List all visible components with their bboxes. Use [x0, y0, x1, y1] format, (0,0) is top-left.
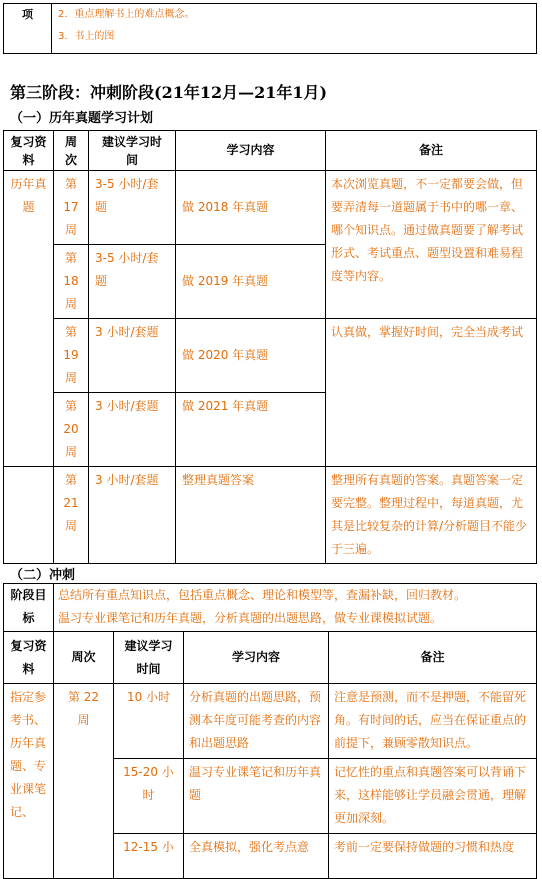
section1-title: （一）历年真题学习计划	[10, 111, 154, 126]
note-cell: 整理所有真题的答案。真题答案一定要完整。整理过程中，每道真题，尤其是比较复杂的计算/分析题目不能少于三遍。	[326, 467, 537, 564]
top-table	[3, 3, 537, 54]
time-cell: 3-5 小时/套题	[89, 245, 176, 319]
time-cell: 10 小时	[114, 684, 184, 759]
header-week: 周次	[54, 632, 114, 684]
header-time: 建议学习时间	[114, 632, 184, 684]
note-cell: 记忆性的重点和真题答案可以背诵下来，这样能够让学员融会贯通，理解更加深刻。	[329, 759, 537, 834]
content-cell: 做 2019 年真题	[176, 245, 326, 319]
material-cell: 指定参考书、历年真题、专业课笔记、	[4, 684, 54, 879]
sprint-goal-table	[3, 583, 537, 632]
content-cell: 分析真题的出题思路，预测本年度可能考查的内容和出题思路	[184, 684, 329, 759]
header-content: 学习内容	[184, 632, 329, 684]
note-cell: 本次浏览真题，不一定都要会做，但要弄清每一道题属于书中的哪一章、哪个知识点。通过做真题要了解考试形式、考试重点、题型设置和难易程度等内容。	[326, 171, 537, 319]
sprint-plan-table	[3, 631, 537, 879]
time-cell: 3 小时/套题	[89, 393, 176, 467]
time-cell: 3-5 小时/套题	[89, 171, 176, 245]
week-cell: 第18周	[54, 245, 89, 319]
header-material: 复习资料	[4, 131, 54, 171]
content-cell: 整理真题答案	[176, 467, 326, 564]
time-cell: 3 小时/套题	[89, 319, 176, 393]
note-cell: 考前一定要保持做题的习惯和热度	[329, 834, 537, 879]
past-exam-table	[3, 130, 537, 564]
time-cell: 3 小时/套题	[89, 467, 176, 564]
goal-line: 温习专业课笔记和历年真题，分析真题的出题思路，做专业课模拟试题。	[58, 611, 443, 625]
goal-label: 阶段目标	[4, 584, 54, 632]
goal-line: 总结所有重点知识点，包括重点概念、理论和模型等，查漏补缺，回归教材。	[58, 588, 467, 602]
top-table-items	[52, 4, 537, 54]
content-cell: 全真模拟，强化考点意	[184, 834, 329, 879]
material-cell: 历年真题	[4, 171, 54, 467]
section2-title: （二）冲刺	[10, 568, 76, 583]
content-cell: 做 2020 年真题	[176, 319, 326, 393]
top-item: 3．书上的图	[58, 31, 115, 42]
week-cell: 第20周	[54, 393, 89, 467]
stage3-title: 第三阶段：冲刺阶段(21年12月—21年1月)	[10, 83, 328, 102]
week-cell: 第 22 周	[54, 684, 114, 879]
time-cell: 15-20 小时	[114, 759, 184, 834]
header-week: 周次	[54, 131, 89, 171]
header-note: 备注	[326, 131, 537, 171]
note-cell: 注意是预测，而不是押题，不能留死角。有时间的话，应当在保证重点的前提下，兼顾零散知识点。	[329, 684, 537, 759]
goal-text	[54, 584, 537, 632]
content-cell: 做 2018 年真题	[176, 171, 326, 245]
content-cell: 做 2021 年真题	[176, 393, 326, 467]
header-content: 学习内容	[176, 131, 326, 171]
week-cell: 第19周	[54, 319, 89, 393]
content-cell: 温习专业课笔记和历年真题	[184, 759, 329, 834]
header-note: 备注	[329, 632, 537, 684]
header-time: 建议学习时间	[89, 131, 176, 171]
week-cell: 第21周	[54, 467, 89, 564]
header-material: 复习资料	[4, 632, 54, 684]
top-item: 2．重点理解书上的难点概念。	[58, 9, 195, 20]
time-cell: 12-15 小	[114, 834, 184, 879]
week-cell: 第17周	[54, 171, 89, 245]
material-cell-empty	[4, 467, 54, 564]
top-table-label: 项	[4, 4, 52, 54]
note-cell: 认真做，掌握好时间，完全当成考试	[326, 319, 537, 467]
